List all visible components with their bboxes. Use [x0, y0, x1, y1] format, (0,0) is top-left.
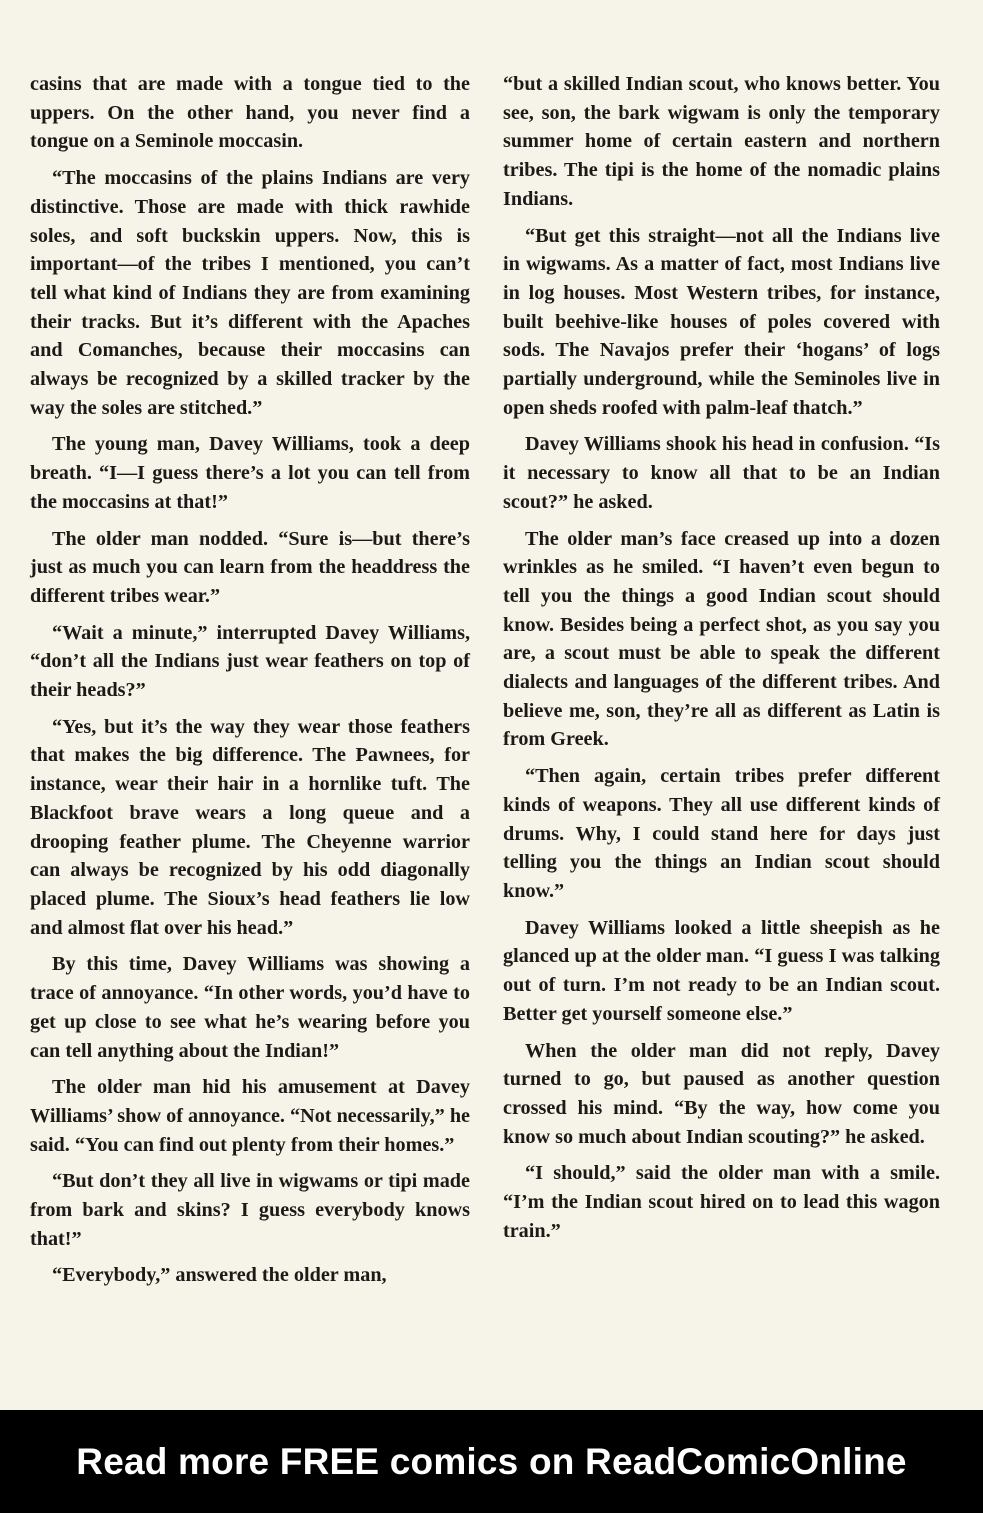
paragraph: “Everybody,” answered the older man,: [52, 1264, 387, 1287]
paragraph: “I should,” said the older man with a smile. “I’m the Indian scout hired on to lead this wagon train.”: [503, 1162, 940, 1242]
paragraph: By this time, Davey Williams was showing a trace of annoyance. “In other words, you’d have to get up close to see what he’s wearing before you can tell anything about the Indian!”: [30, 953, 470, 1062]
promo-banner[interactable]: [0, 1410, 983, 1513]
paragraph: “Yes, but it’s the way they wear those feathers that makes the big difference. The Pawnees, for instance, wear their hair in a hornlike tuft. The Blackfoot brave wears a long queue and a drooping feather plume. The Cheyenne warrior can always be recognized by his odd diagonally placed plume. The Sioux’s head feathers lie low and almost flat over his head.”: [30, 715, 470, 939]
text-column-left: [30, 70, 470, 1298]
paragraph: The young man, Davey Williams, took a deep breath. “I—I guess there’s a lot you can tell from the moccasins at that!”: [30, 433, 470, 513]
paragraph: “But get this straight—not all the Indians live in wigwams. As a matter of fact, most Indians live in log houses. Most Western tribes, for instance, built beehive-like houses of poles covered with sods. The Navajos prefer their ‘hogans’ of logs partially underground, while the Seminoles live in open sheds roofed with palm-leaf thatch.”: [503, 224, 940, 419]
paragraph: When the older man did not reply, Davey turned to go, but paused as another question crossed his mind. “By the way, how come you know so much about Indian scouting?” he asked.: [503, 1039, 940, 1148]
paragraph: Davey Williams shook his head in confusion. “Is it necessary to know all that to be an Indian scout?” he asked.: [503, 433, 940, 513]
promo-banner-text[interactable]: Read more FREE comics on ReadComicOnline: [76, 1440, 907, 1482]
paragraph: “but a skilled Indian scout, who knows better. You see, son, the bark wigwam is only the temporary summer home of certain eastern and northern tribes. The tipi is the home of the nomadic plains Indians.: [503, 73, 940, 210]
paragraph: “But don’t they all live in wigwams or tipi made from bark and skins? I guess everybody knows that!”: [30, 1170, 470, 1250]
paragraph: “Then again, certain tribes prefer different kinds of weapons. They all use different kinds of drums. Why, I could stand here for days just telling you the things an Indian scout should know.”: [503, 765, 940, 902]
paragraph: The older man hid his amusement at Davey Williams’ show of annoyance. “Not necessarily,” he said. “You can find out plenty from their homes.”: [30, 1076, 471, 1156]
text-column-right: [503, 70, 940, 1253]
paragraph: The older man nodded. “Sure is—but there’s just as much you can learn from the headdress the different tribes wear.”: [30, 527, 470, 607]
paragraph: “The moccasins of the plains Indians are very distinctive. Those are made with thick rawhide soles, and soft buckskin uppers. Now, this is important—of the tribes I mentioned, you can’t tell what kind of Indians they are from examining their tracks. But it’s different with the Apaches and Comanches, because their moccasins can always be recognized by a skilled tracker by the way the soles are stitched.”: [30, 167, 470, 419]
paragraph: casins that are made with a tongue tied to the uppers. On the other hand, you never find a tongue on a Seminole moccasin.: [30, 73, 470, 153]
paragraph: The older man’s face creased up into a dozen wrinkles as he smiled. “I haven’t even begun to tell you the things a good Indian scout should know. Besides being a perfect shot, as you say you are, a scout must be able to speak the different dialects and languages of the different tribes. And believe me, son, they’re all as different as Latin is from Greek.: [503, 527, 940, 751]
paragraph: “Wait a minute,” interrupted Davey Williams, “don’t all the Indians just wear feathers on top of their heads?”: [30, 621, 470, 702]
paragraph: Davey Williams looked a little sheepish as he glanced up at the older man. “I guess I was talking out of turn. I’m not ready to be an Indian scout. Better get yourself someone else.”: [503, 916, 940, 1025]
